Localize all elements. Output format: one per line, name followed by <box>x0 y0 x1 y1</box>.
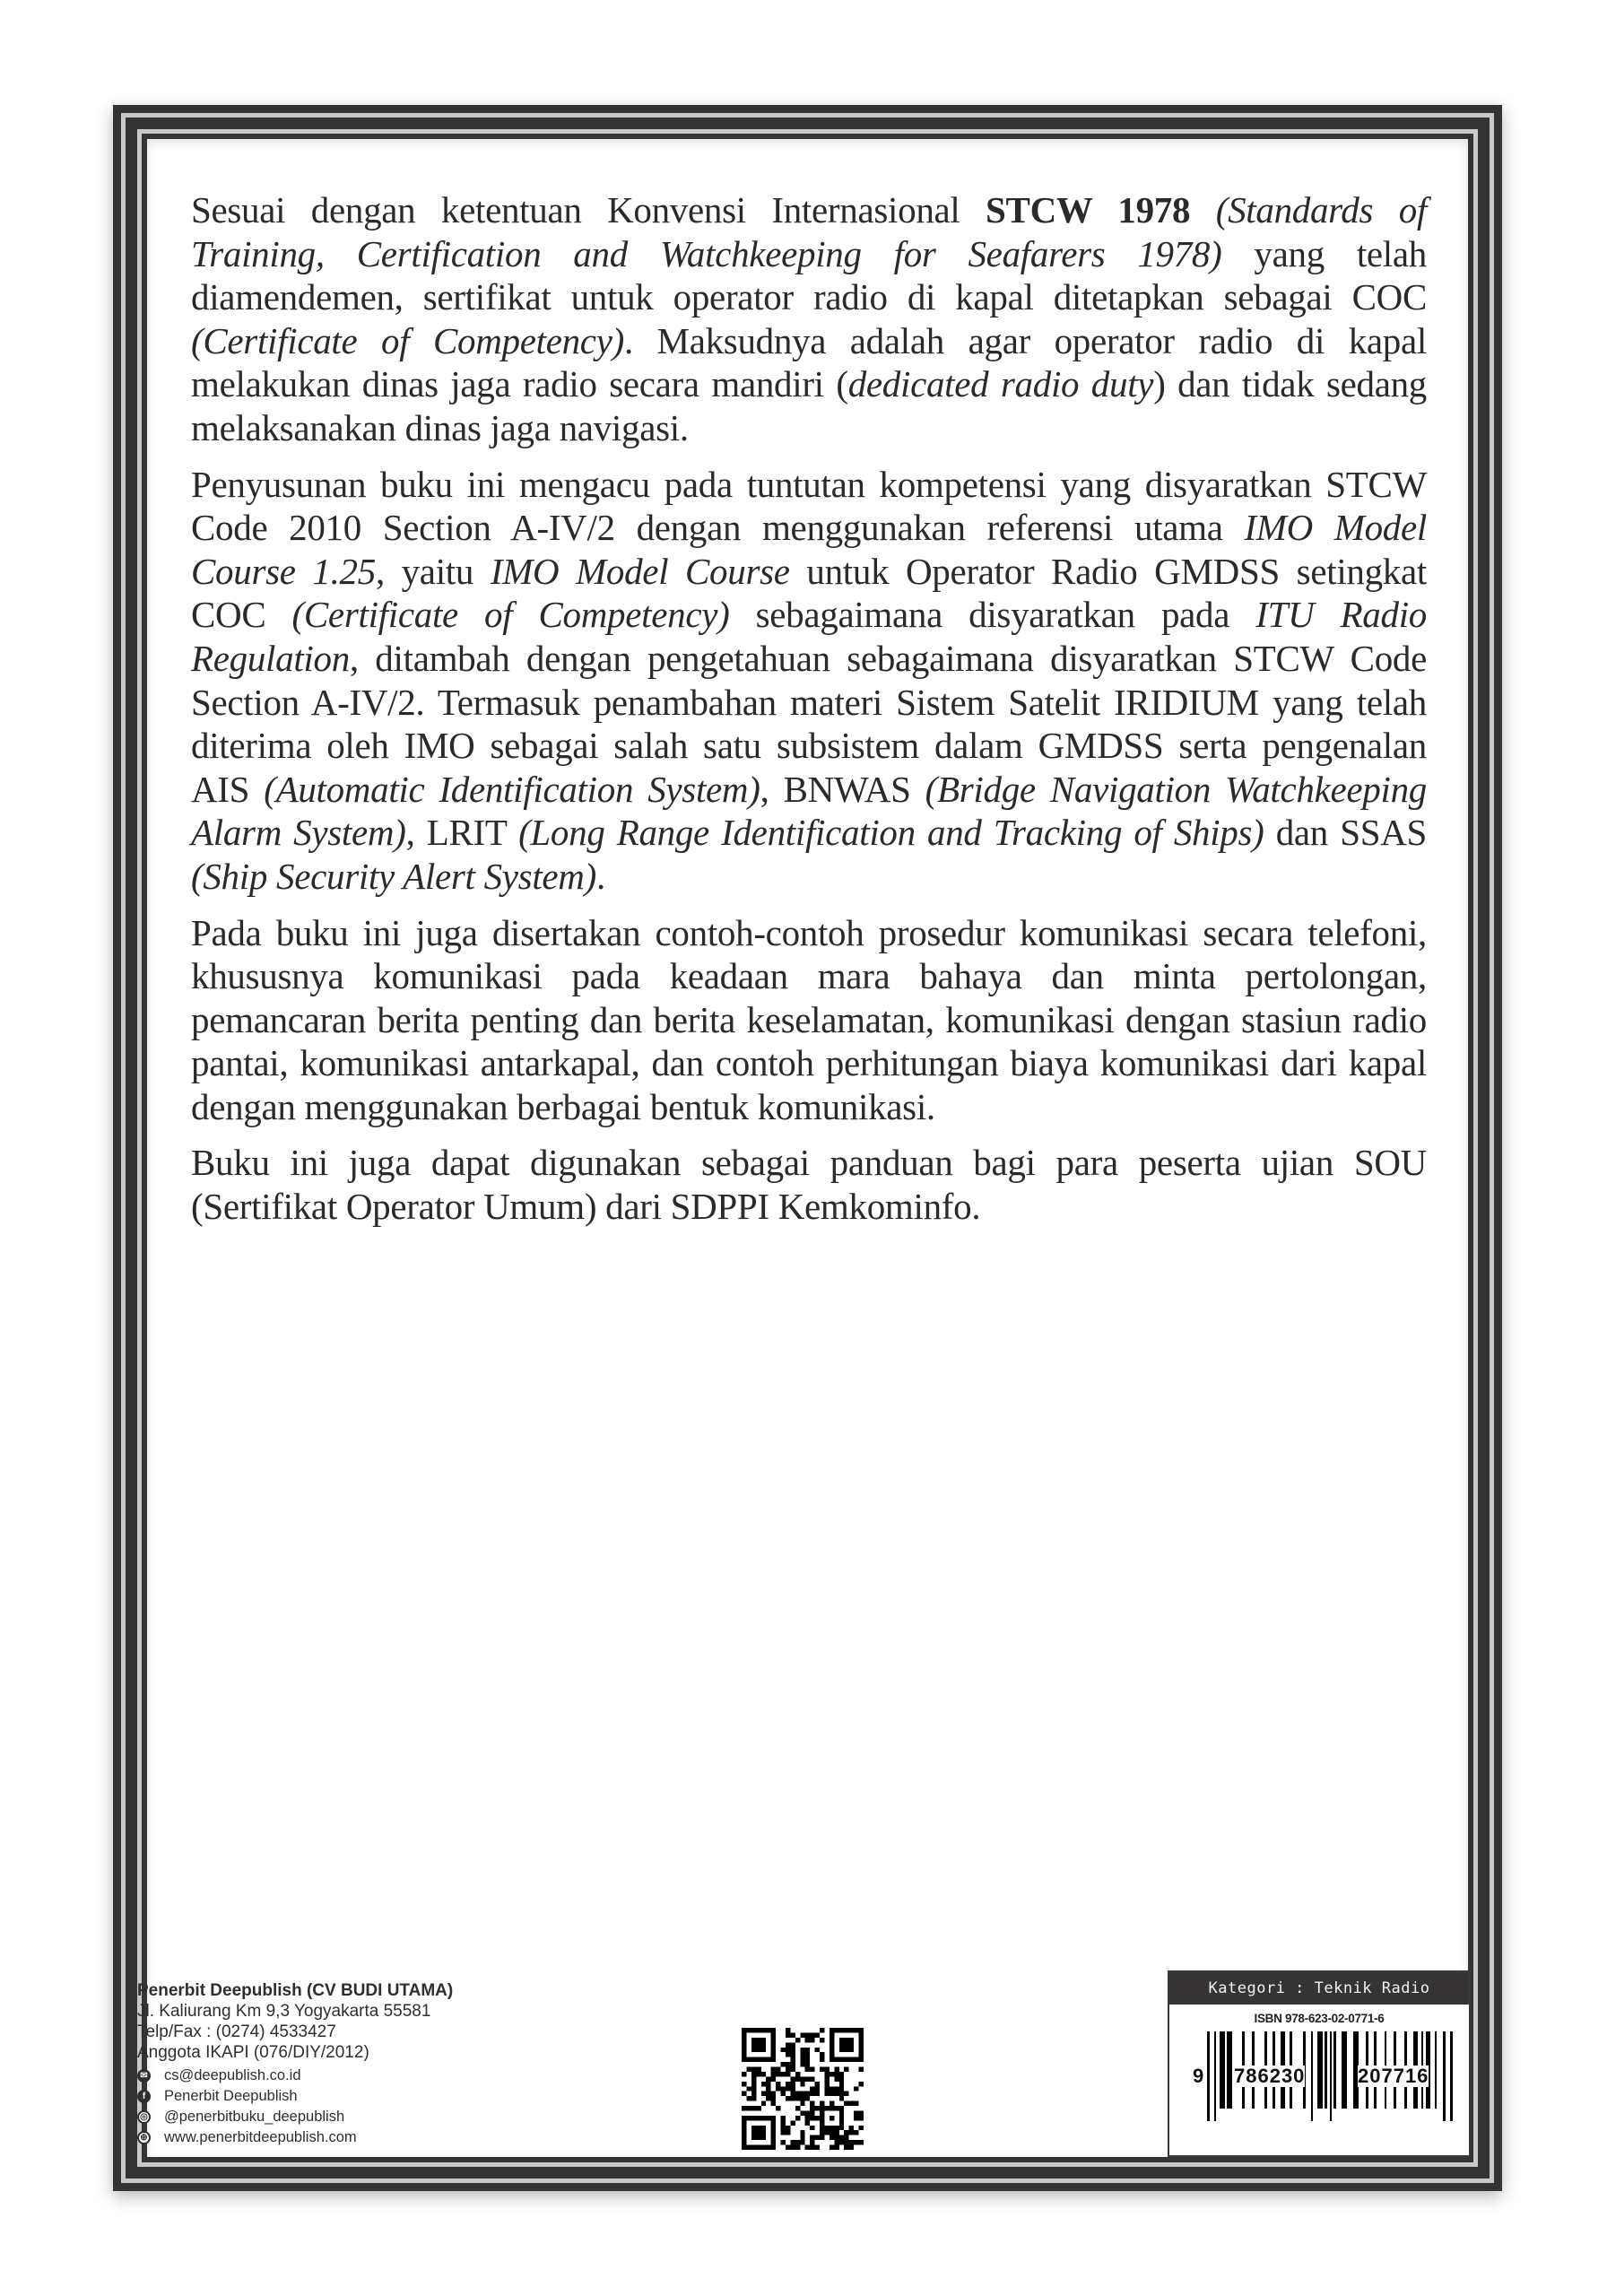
qr-module <box>849 2126 854 2130</box>
qr-module <box>766 2092 770 2096</box>
qr-module <box>805 2062 810 2066</box>
contact-facebook[interactable] <box>137 2086 604 2107</box>
qr-module <box>776 2106 780 2110</box>
qr-module <box>751 2072 756 2076</box>
text-segment: dedicated radio duty <box>847 363 1154 405</box>
qr-module <box>800 2140 804 2144</box>
qr-module <box>839 2135 844 2140</box>
qr-module <box>805 2048 810 2052</box>
qr-module <box>746 2106 751 2110</box>
qr-module <box>854 2130 858 2135</box>
qr-module <box>761 2092 766 2096</box>
qr-module <box>800 2062 804 2066</box>
text-segment: , ditambah dengan pengetahuan sebagaimana disyaratkan STCW Code Section A-IV/2. Termasuk penambahan materi Sistem Satelit IRIDIUM yang telah diterima oleh IMO sebagai salah satu subsistem dalam GMDSS serta pengenalan AIS <box>191 637 1427 810</box>
qr-module <box>830 2130 834 2135</box>
qr-module <box>746 2067 751 2072</box>
barcode-bar <box>1330 2031 1332 2121</box>
text-segment: yang telah diamendemen, sertifikat untuk operator radio di kapal ditetapkan sebagai COC <box>191 232 1427 318</box>
qr-module <box>820 2135 824 2140</box>
contact-instagram-text[interactable]: @penerbitbuku_deepublish <box>164 2109 345 2125</box>
qr-module <box>781 2130 786 2135</box>
qr-module <box>800 2096 804 2100</box>
qr-module <box>805 2067 810 2072</box>
qr-module <box>786 2086 790 2091</box>
qr-module <box>810 2086 814 2091</box>
qr-module <box>795 2092 800 2096</box>
qr-module <box>805 2096 810 2100</box>
qr-module <box>810 2067 814 2072</box>
text-segment: (Long Range Identification and Tracking of Ships) <box>518 812 1264 854</box>
qr-module <box>771 2092 776 2096</box>
qr-module <box>834 2140 838 2144</box>
qr-module <box>805 2120 810 2125</box>
blurb-text <box>191 188 1427 1241</box>
barcode-bar <box>1207 2031 1210 2121</box>
qr-module <box>830 2135 834 2140</box>
publisher-phone: Telp/Fax : (0274) 4533427 <box>137 2022 336 2041</box>
qr-module <box>849 2101 854 2106</box>
qr-module <box>771 2096 776 2100</box>
text-segment: . <box>595 855 605 897</box>
qr-module <box>800 2130 804 2135</box>
globe-icon: ⊕ <box>137 2131 151 2144</box>
qr-module <box>854 2116 858 2120</box>
qr-module <box>815 2106 820 2110</box>
qr-module <box>786 2042 790 2047</box>
qr-module <box>751 2038 766 2052</box>
qr-module <box>761 2082 766 2086</box>
text-segment: (Standards of Training, Certification and Watchkeeping for Seafarers 1978) <box>191 189 1427 274</box>
qr-module <box>766 2096 770 2100</box>
contact-instagram[interactable] <box>137 2107 604 2127</box>
qr-module <box>790 2052 795 2057</box>
qr-module <box>786 2082 790 2086</box>
barcode-bar <box>1311 2031 1313 2121</box>
qr-module <box>849 2145 854 2150</box>
qr-module <box>800 2082 804 2086</box>
text-segment: (Ship Security Alert System) <box>191 855 596 897</box>
qr-module <box>790 2140 795 2144</box>
qr-module <box>834 2086 838 2091</box>
text-segment: , BNWAS <box>760 768 925 810</box>
qr-module <box>834 2145 838 2150</box>
qr-module <box>781 2126 786 2130</box>
qr-module <box>859 2067 864 2072</box>
text-segment: IMO Model Course 1.25 <box>191 507 1427 592</box>
qr-module <box>854 2110 858 2115</box>
qr-module <box>786 2096 790 2100</box>
qr-module <box>786 2052 790 2057</box>
qr-module <box>786 2126 790 2130</box>
qr-module <box>824 2082 829 2086</box>
qr-module <box>766 2082 770 2086</box>
qr-module <box>810 2101 814 2106</box>
qr-module <box>751 2126 766 2140</box>
qr-module <box>795 2038 800 2042</box>
qr-module <box>815 2116 820 2120</box>
qr-module <box>795 2145 800 2150</box>
qr-module <box>800 2092 804 2096</box>
qr-module <box>839 2072 844 2076</box>
qr-module <box>790 2096 795 2100</box>
qr-module <box>834 2067 838 2072</box>
qr-module <box>805 2052 810 2057</box>
qr-module <box>800 2101 804 2106</box>
qr-module <box>810 2032 814 2037</box>
qr-module <box>790 2048 795 2052</box>
qr-module <box>756 2106 760 2110</box>
qr-module <box>839 2076 844 2081</box>
isbn-number: ISBN 978-623-02-0771-6 <box>1254 2012 1385 2025</box>
qr-module <box>746 2096 751 2100</box>
qr-module <box>815 2048 820 2052</box>
qr-module <box>815 2086 820 2091</box>
qr-module <box>824 2076 829 2081</box>
qr-module <box>776 2072 780 2076</box>
qr-module <box>820 2057 824 2062</box>
barcode-bar <box>1435 2031 1437 2109</box>
facebook-icon: f <box>137 2090 151 2103</box>
text-segment: , yaitu <box>375 550 491 592</box>
qr-module <box>824 2067 829 2072</box>
paragraph-3 <box>191 911 1427 1129</box>
qr-module <box>830 2145 834 2150</box>
qr-module <box>844 2145 848 2150</box>
barcode-bar <box>1220 2031 1225 2109</box>
qr-module <box>830 2101 834 2106</box>
qr-module <box>859 2110 864 2115</box>
qr-module <box>766 2086 770 2091</box>
qr-module <box>786 2032 790 2037</box>
qr-module <box>771 2067 776 2072</box>
qr-module <box>795 2072 800 2076</box>
text-segment: (Certificate of Competency) <box>291 594 730 636</box>
qr-module <box>834 2092 838 2096</box>
qr-module <box>844 2067 848 2072</box>
qr-module <box>820 2028 824 2032</box>
qr-module <box>844 2130 848 2135</box>
qr-module <box>790 2076 795 2081</box>
category-label: Kategori : Teknik Radio <box>1169 1972 1469 2005</box>
qr-module <box>756 2067 760 2072</box>
qr-module <box>781 2092 786 2096</box>
qr-module <box>781 2140 786 2144</box>
instagram-icon: ◎ <box>137 2110 151 2124</box>
qr-module <box>810 2076 814 2081</box>
qr-module <box>800 2032 804 2037</box>
qr-module <box>820 2038 824 2042</box>
qr-module <box>839 2082 844 2086</box>
text-segment: STCW 1978 <box>986 189 1191 230</box>
qr-module <box>742 2106 746 2110</box>
publisher-info <box>137 1980 604 2148</box>
qr-module <box>830 2116 834 2120</box>
qr-module <box>854 2086 858 2091</box>
qr-module <box>839 2086 844 2091</box>
text-segment: untuk Operator Radio GMDSS setingkat COC <box>191 550 1427 636</box>
qr-module <box>786 2067 790 2072</box>
qr-module <box>805 2076 810 2081</box>
text-segment: (Automatic Identification System) <box>264 768 760 810</box>
publisher-membership: Anggota IKAPI (076/DIY/2012) <box>137 2043 369 2062</box>
qr-module <box>800 2052 804 2057</box>
publisher-name: Penerbit Deepublish (CV BUDI UTAMA) <box>137 1981 454 2000</box>
qr-module <box>810 2145 814 2150</box>
qr-module <box>776 2082 780 2086</box>
paragraph-4 <box>191 1141 1427 1228</box>
qr-module <box>800 2048 804 2052</box>
qr-module <box>766 2076 770 2081</box>
qr-module <box>834 2130 838 2135</box>
qr-module <box>790 2120 795 2125</box>
qr-module <box>786 2145 790 2150</box>
text-segment: Pada buku ini juga disertakan contoh-contoh prosedur komunikasi secara telefoni, khususnya komunikasi pada keadaan mara bahaya dan minta pertolongan, pemancaran berita penting dan berita keselamatan, komunikasi dengan stasiun radio pantai, komunikasi antarkapal, dan contoh perhitungan biaya komunikasi dari kapal dengan menggunakan berbagai bentuk komunikasi. <box>191 911 1427 1127</box>
qr-module <box>786 2028 790 2032</box>
contact-website-text[interactable]: www.penerbitdeepublish.com <box>164 2129 357 2145</box>
qr-module <box>781 2062 786 2066</box>
qr-module <box>776 2086 780 2091</box>
text-segment: Sesuai dengan ketentuan Konvensi Internasional <box>191 189 986 230</box>
qr-module <box>776 2067 780 2072</box>
qr-module <box>790 2042 795 2047</box>
text-segment: (Bridge Navigation Watchkeeping Alarm System) <box>191 768 1427 854</box>
qr-module <box>854 2140 858 2144</box>
barcode-bar <box>1342 2031 1347 2109</box>
qr-module <box>742 2092 746 2096</box>
barcode-bar <box>1214 2031 1216 2121</box>
text-segment: , LRIT <box>405 812 519 854</box>
qr-module <box>790 2086 795 2091</box>
qr-module <box>781 2120 786 2125</box>
qr-code[interactable] <box>742 2028 864 2150</box>
qr-module <box>790 2082 795 2086</box>
qr-module <box>751 2092 756 2096</box>
qr-module <box>859 2116 864 2120</box>
contact-facebook-text[interactable]: Penerbit Deepublish <box>164 2088 298 2104</box>
qr-module <box>834 2135 838 2140</box>
qr-module <box>805 2057 810 2062</box>
qr-module <box>742 2082 746 2086</box>
qr-module <box>849 2130 854 2135</box>
qr-module <box>810 2135 814 2140</box>
qr-module <box>781 2072 786 2076</box>
text-segment: . Maksudnya adalah agar operator radio di kapal melakukan dinas jaga radio secara mandiri ( <box>191 319 1427 405</box>
qr-module <box>824 2092 829 2096</box>
qr-module <box>859 2126 864 2130</box>
qr-module <box>805 2092 810 2096</box>
qr-module <box>824 2130 829 2135</box>
qr-module <box>815 2032 820 2037</box>
qr-module <box>839 2092 844 2096</box>
qr-module <box>810 2092 814 2096</box>
barcode-bar <box>1317 2031 1323 2109</box>
qr-module <box>839 2038 854 2052</box>
qr-module <box>844 2140 848 2144</box>
qr-module <box>805 2038 810 2042</box>
qr-module <box>834 2076 838 2081</box>
qr-module <box>800 2076 804 2081</box>
qr-module <box>820 2052 824 2057</box>
qr-module <box>800 2110 804 2115</box>
qr-module <box>790 2145 795 2150</box>
text-segment: sebagaimana disyaratkan pada <box>729 594 1256 636</box>
qr-module <box>820 2067 824 2072</box>
qr-module <box>815 2082 820 2086</box>
qr-module <box>751 2082 756 2086</box>
contact-email-text[interactable]: cs@deepublish.co.id <box>164 2067 301 2083</box>
contact-website[interactable] <box>137 2127 604 2148</box>
qr-module <box>800 2135 804 2140</box>
qr-module <box>844 2135 848 2140</box>
qr-module <box>805 2032 810 2037</box>
qr-module <box>790 2067 795 2072</box>
qr-module <box>795 2076 800 2081</box>
qr-module <box>815 2092 820 2096</box>
text-segment: Penyusunan buku ini mengacu pada tuntutan kompetensi yang disyaratkan STCW Code 2010 Section A-IV/2 dengan menggunakan referensi utama <box>191 463 1427 549</box>
barcode-digit-first: 9 <box>1193 2065 1204 2087</box>
qr-module <box>751 2076 756 2081</box>
qr-module <box>854 2101 858 2106</box>
qr-module <box>781 2086 786 2091</box>
text-segment: ) dan tidak sedang melaksanakan dinas jaga navigasi. <box>191 363 1427 448</box>
qr-module <box>844 2092 848 2096</box>
barcode-digits-left: 786230 <box>1234 2065 1306 2087</box>
contact-email[interactable] <box>137 2066 604 2086</box>
qr-module <box>820 2130 824 2135</box>
qr-module <box>756 2072 760 2076</box>
qr-module <box>781 2048 786 2052</box>
qr-module <box>790 2092 795 2096</box>
qr-module <box>795 2116 800 2120</box>
qr-module <box>795 2096 800 2100</box>
barcode-bar <box>1333 2031 1336 2109</box>
qr-module <box>790 2057 795 2062</box>
qr-module <box>859 2140 864 2144</box>
qr-module <box>805 2116 810 2120</box>
barcode-bar <box>1443 2031 1446 2121</box>
qr-module <box>824 2086 829 2091</box>
isbn-barcode <box>1169 2031 1469 2150</box>
qr-module <box>815 2145 820 2150</box>
qr-module <box>790 2032 795 2037</box>
qr-module <box>795 2140 800 2144</box>
qr-module <box>834 2072 838 2076</box>
qr-module <box>844 2101 848 2106</box>
qr-module <box>859 2082 864 2086</box>
qr-module <box>800 2057 804 2062</box>
qr-module <box>751 2106 756 2110</box>
qr-module <box>810 2106 814 2110</box>
text-segment: dan SSAS <box>1264 812 1428 854</box>
barcode-bar <box>1325 2031 1327 2109</box>
qr-module <box>751 2067 756 2072</box>
qr-module <box>805 2145 810 2150</box>
email-icon: ✉ <box>137 2069 151 2083</box>
qr-module <box>771 2076 776 2081</box>
qr-module <box>810 2038 814 2042</box>
qr-module <box>810 2140 814 2144</box>
paragraph-2 <box>191 463 1427 899</box>
text-segment: (Certificate of Competency) <box>191 319 624 361</box>
qr-module <box>820 2101 824 2106</box>
qr-module <box>761 2072 766 2076</box>
qr-module <box>761 2101 766 2106</box>
qr-module <box>795 2106 800 2110</box>
qr-module <box>790 2062 795 2066</box>
qr-module <box>786 2072 790 2076</box>
qr-module <box>824 2072 829 2076</box>
text-segment: ITU Radio Regulation <box>191 594 1427 679</box>
qr-module <box>771 2101 776 2106</box>
isbn-box <box>1168 1970 1471 2157</box>
qr-module <box>830 2092 834 2096</box>
qr-module <box>810 2110 814 2115</box>
qr-module <box>781 2116 786 2120</box>
qr-module <box>751 2086 756 2091</box>
barcode-bar <box>1450 2031 1453 2121</box>
qr-module <box>751 2096 756 2100</box>
qr-module <box>771 2072 776 2076</box>
qr-module <box>815 2135 820 2140</box>
text-segment: IMO Model Course <box>490 550 790 592</box>
barcode-bar <box>1227 2031 1232 2109</box>
barcode-digits-right: 207716 <box>1358 2065 1429 2087</box>
qr-module <box>742 2072 746 2076</box>
qr-module <box>810 2116 814 2120</box>
qr-module <box>830 2086 834 2091</box>
qr-module <box>786 2048 790 2052</box>
text-segment: Buku ini juga dapat digunakan sebagai panduan bagi para peserta ujian SOU (Sertifikat Operator Umum) dari SDPPI Kemkominfo. <box>191 1142 1427 1228</box>
qr-module <box>830 2072 834 2076</box>
qr-module <box>810 2126 814 2130</box>
qr-module <box>839 2096 844 2100</box>
qr-module <box>849 2140 854 2144</box>
qr-module <box>786 2062 790 2066</box>
qr-module <box>839 2140 844 2144</box>
qr-module <box>805 2110 810 2115</box>
publisher-address: Jl. Kaliurang Km 9,3 Yogyakarta 55581 <box>137 2002 431 2021</box>
qr-module <box>786 2130 790 2135</box>
qr-module <box>746 2086 751 2091</box>
paragraph-1 <box>191 188 1427 450</box>
